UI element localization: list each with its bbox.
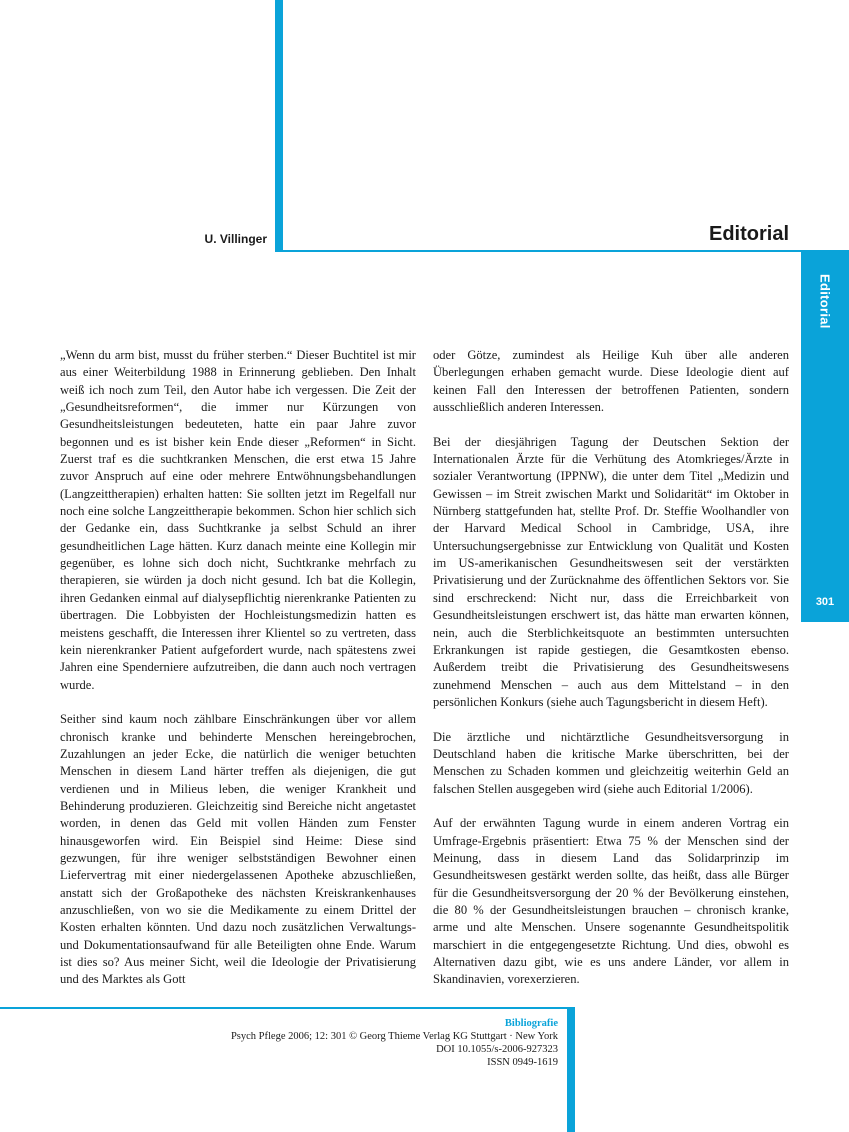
section-title: Editorial [708, 223, 789, 245]
paragraph: Die ärztliche und nichtärztliche Gesundheitsversorgung in Deutschland haben die kritische Marke überschritten, bei der Menschen zu Schaden kommen und gleichzeitig weiterhin Geld an falschen Stellen ausgegeben wird (siehe auch Editorial 1/2006). [433, 729, 789, 796]
paragraph: Bei der diesjährigen Tagung der Deutschen Sektion der Internationalen Ärzte für die Verhütung des Atomkrieges/Ärzte in sozialer Verantwortung (IPPNW), die unter dem Titel „Medizin und Gewissen – im Streit zwischen Markt und Solidarität“ im Oktober in Nürnberg stattgefunden hat, stellte Prof. Dr. Steffie Woolhandler von der Harvard Medical School in Cambridge, USA, ihre Untersuchungsergebnisse zur Entwicklung von Qualität und Kosten im US-amerikanischen Gesundheitswesen seit der verstärkten Privatisierung und der Zurücknahme des öffentlichen Sektors vor. Sie sind erschreckend: Nicht nur, dass die Erreichbarkeit von Gesundheitsleistungen erschwert ist, das hätte man erwarten können, nein, auch die Sterblichkeitsquote an bestimmten untersuchten Erkrankungen ist rapide gestiegen, die Gesamtkosten ebenso. Außerdem treibt die Privatisierung des Gesundheitswesens zunehmend Menschen – auch aus dem Mittelstand – in den persönlichen Konkurs (siehe auch Tagungsbericht in diesem Heft). [433, 434, 789, 709]
paragraph: Seither sind kaum noch zählbare Einschränkungen über vor allem chronisch kranke und behinderte Menschen hereingebrochen, Zuzahlungen an jeder Ecke, die natürlich die weniger betuchten Menschen in diesem Land härter treffen als diejenigen, die gut verdienen und in Milieus leben, die weniger Krankheit und Behinderung produzieren. Gleichzeitig sind Bereiche nicht angetastet worden, in denen das Geld mit vollen Händen zum Fenster hinausgeworfen wird. Ein Beispiel sind Heime: Diese sind gezwungen, für ihre weniger selbstständigen Bewohner einen Liefervertrag mit einer niedergelassenen Apotheke abzuschließen, anstatt sich der Großapotheke des nächsten Kreiskrankenhauses anzuschließen, von wo sie die Medikamente zu einem Drittel der Kosten erhalten könnten. Und dazu noch zusätzlichen Verwaltungs- und Dokumentationsaufwand für alle Beteiligten ohne Ende. Warum ist dies so? Aus meiner Sicht, weil die Ideologie der Privatisierung und des Marktes als Gott [60, 712, 416, 987]
bibliography-issn: ISSN 0949-1619 [487, 1057, 558, 1068]
bottom-accent-bar [567, 1007, 575, 1132]
paragraph: Auf der erwähnten Tagung wurde in einem anderen Vortrag ein Umfrage-Ergebnis präsentiert: Etwa 75 % der Menschen sind der Meinung, dass in diesem Land das Solidarprinzip im Gesundheitswesen gestärkt werden sollte, das heißt, dass alle Bürger für die Gesundheitsversorgung der 20 % der Bevölkerung einstehen, die 80 % der Gesundheitsleistungen brauchen – chronisch kranke, arme und alte Menschen. Unsere sogenannte Gesundheitspolitik marschiert in die entgegengesetzte Richtung. Und dies, obwohl es Alternativen dazu gibt, wie es uns andere Länder, vor allem in Skandinavien, vorexerzieren. [433, 816, 789, 987]
footer-rule [0, 1007, 575, 1009]
header-rule [275, 250, 849, 252]
side-tab-label: Editorial [817, 274, 833, 329]
bibliography-doi: DOI 10.1055/s-2006-927323 [436, 1044, 558, 1055]
side-tab [801, 252, 849, 622]
bibliography-block [150, 1017, 558, 1069]
page-number: 301 [815, 596, 835, 608]
side-tab-label-wrap [801, 274, 849, 374]
paragraph: oder Götze, zumindest als Heilige Kuh über alle anderen Überlegungen erhaben gemacht wurde. Diese Ideologie dient auf keinen Fall den Interessen der betroffenen Patienten, sondern ausschließlich anderen Interessen. [433, 348, 789, 415]
top-accent-bar [275, 0, 283, 251]
paragraph: „Wenn du arm bist, musst du früher sterben.“ Dieser Buchtitel ist mir aus einer Weiterbildung 1988 in Erinnerung geblieben. Den Inhalt weiß ich noch zum Teil, den Autor habe ich vergessen. Die Zeit der „Gesundheitsreformen“, die immer nur Kürzungen von Gesundheitsleistungen bedeuteten, hatte ein paar Jahre zuvor begonnen und es ist bisher kein Ende dieser „Reformen“ in Sicht. Zuerst traf es die suchtkranken Menschen, die erst etwa 15 Jahre zuvor Anspruch auf eine oder mehrere Entwöhnungsbehandlungen (Langzeittherapien) erhalten hatten: Sie sollten jetzt im Regelfall nur noch eine solche Langzeittherapie bekommen. Schon hier schlich sich der Gedanke ein, dass Suchtkranke ja selbst Schuld an ihrer gesundheitlichen Lage hätten. Kurz danach meinte eine Kollegin mir gegenüber, es lohne sich doch nicht, Suchtkranke mehrfach zu therapieren, sie würden ja doch nicht gesund. Ich bat die Kollegin, ihren Gedanken einmal auf dialysepflichtig nierenkranke Patienten zu übertragen. Die Lobbyisten der Hochleistungsmedizin hatten es meistens geschafft, die Interessen ihrer Klientel so zu vertreten, dass kein nierenkranker Patient aufgefordert wurde, nach spätestens zwei Jahren eine Spenderniere aufzutreiben, die dann auch noch vertragen wurde. [60, 348, 416, 692]
bibliography-title: Bibliografie [504, 1018, 558, 1029]
right-column [433, 347, 789, 1006]
bibliography-citation: Psych Pflege 2006; 12: 301 © Georg Thieme Verlag KG Stuttgart · New York [230, 1031, 558, 1042]
author-name: U. Villinger [204, 232, 267, 246]
left-column [60, 347, 416, 1006]
